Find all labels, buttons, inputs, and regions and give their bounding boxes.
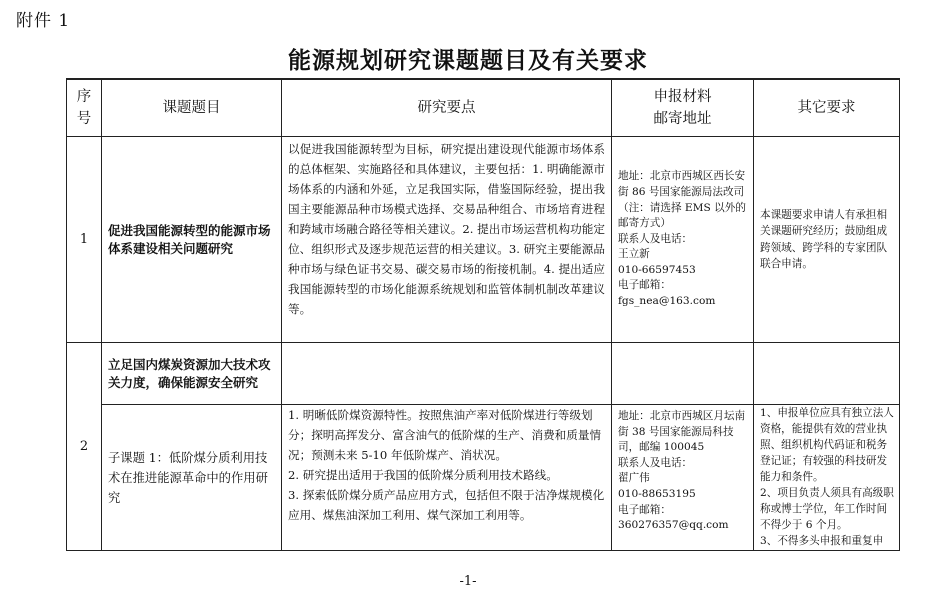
row-other-requirements [754, 405, 900, 551]
header-seq-line: 序 [76, 89, 92, 105]
row-mailing-address [612, 405, 754, 551]
document-title: 能源规划研究课题题目及有关要求 [288, 48, 648, 74]
research-point: 3. 探索低阶煤分质产品应用方式，包括但不限于洁净煤规模化应用、煤焦油深加工利用、煤气深加工利用等。 [288, 488, 605, 522]
row-topic: 立足国内煤炭资源加大技术攻关力度，确保能源安全研究 [102, 343, 282, 405]
mailing-line: fgs_nea@163.com [618, 295, 716, 308]
page-number: -1- [459, 574, 477, 589]
requirement-item: 1、申报单位应具有独立法人资格，能提供有效的营业执照、组织机构代码证和税务登记证；有较强的科技研发能力和条件。 [760, 407, 894, 483]
empty-cell [612, 343, 754, 405]
empty-cell [282, 343, 612, 405]
row-mailing-address [612, 137, 754, 343]
header-seq [67, 79, 102, 137]
header-mailing-line: 邮寄地址 [653, 111, 712, 127]
row-seq: 1 [67, 137, 102, 343]
header-topic: 课题题目 [102, 79, 282, 137]
row-subtopic: 子课题 1：低阶煤分质利用技术在推进能源革命中的作用研究 [102, 405, 282, 551]
header-mailing [612, 79, 754, 137]
requirement-item: 3、不得多头申报和重复申 [760, 535, 884, 547]
mailing-line: 联系人及电话： [618, 232, 693, 245]
mailing-line: 360276357@qq.com [618, 519, 729, 532]
row-research-points [282, 405, 612, 551]
mailing-line: 地址：北京市西城区西长安街 86 号国家能源局法改司（注：请选择 EMS 以外的邮寄方式） [618, 170, 746, 230]
table-row [67, 405, 900, 551]
table-row [67, 343, 900, 405]
research-point: 1. 明晰低阶煤资源特性。按照焦油产率对低阶煤进行等级划分；探明高挥发分、富含油气的低阶煤的生产、消费和质量情况；预测未来 5-10 年低阶煤产、消状况。 [288, 408, 602, 462]
header-other: 其它要求 [754, 79, 900, 137]
research-point: 2. 研究提出适用于我国的低阶煤分质利用技术路线。 [288, 468, 558, 482]
annex-label: 附件 1 [16, 11, 71, 31]
empty-cell [754, 343, 900, 405]
mailing-line: 地址：北京市西城区月坛南街 38 号国家能源局科技司，邮编 100045 [618, 410, 746, 454]
table-row [67, 137, 900, 343]
mailing-line: 电子邮箱： [618, 279, 671, 292]
table-header-row [67, 79, 900, 137]
row-other-requirements: 本课题要求申请人有承担相关课题研究经历；鼓励组成跨领域、跨学科的专家团队联合申请。 [754, 137, 900, 343]
mailing-line: 010-66597453 [618, 263, 696, 276]
requirement-item: 2、项目负责人须具有高级职称或博士学位，年工作时间不得少于 6 个月。 [760, 487, 894, 531]
header-mailing-line: 申报材料 [653, 89, 712, 105]
mailing-line: 010-88653195 [618, 487, 696, 500]
row-seq: 2 [67, 343, 102, 551]
mailing-line: 电子邮箱： [618, 503, 671, 516]
row-research-points: 以促进我国能源转型为目标，研究提出建设现代能源市场体系的总体框架、实施路径和具体建议，主要包括：1. 明确能源市场体系的内涵和外延，立足我国实际，借鉴国际经验，提出我国主要能源品种市场模式选择、交易品种组合、市场培育进程和跨域市场融合路径等相关建议。2. 提出市场运营机构功能定位、组织形式及逐步规范运营的相关建议。3. 研究主要能源品种市场与绿色证书交易、碳交易市场的衔接机制。4. 提出适应我国能源转型的市场化能源系统规划和监管体制机制改革建议等。 [282, 137, 612, 343]
row-topic: 促进我国能源转型的能源市场体系建设相关问题研究 [102, 137, 282, 343]
mailing-line: 王立新 [618, 248, 650, 261]
header-seq-line: 号 [76, 111, 92, 127]
topics-table [66, 78, 900, 551]
mailing-line: 翟广伟 [618, 472, 650, 485]
mailing-line: 联系人及电话： [618, 456, 693, 469]
header-points: 研究要点 [282, 79, 612, 137]
